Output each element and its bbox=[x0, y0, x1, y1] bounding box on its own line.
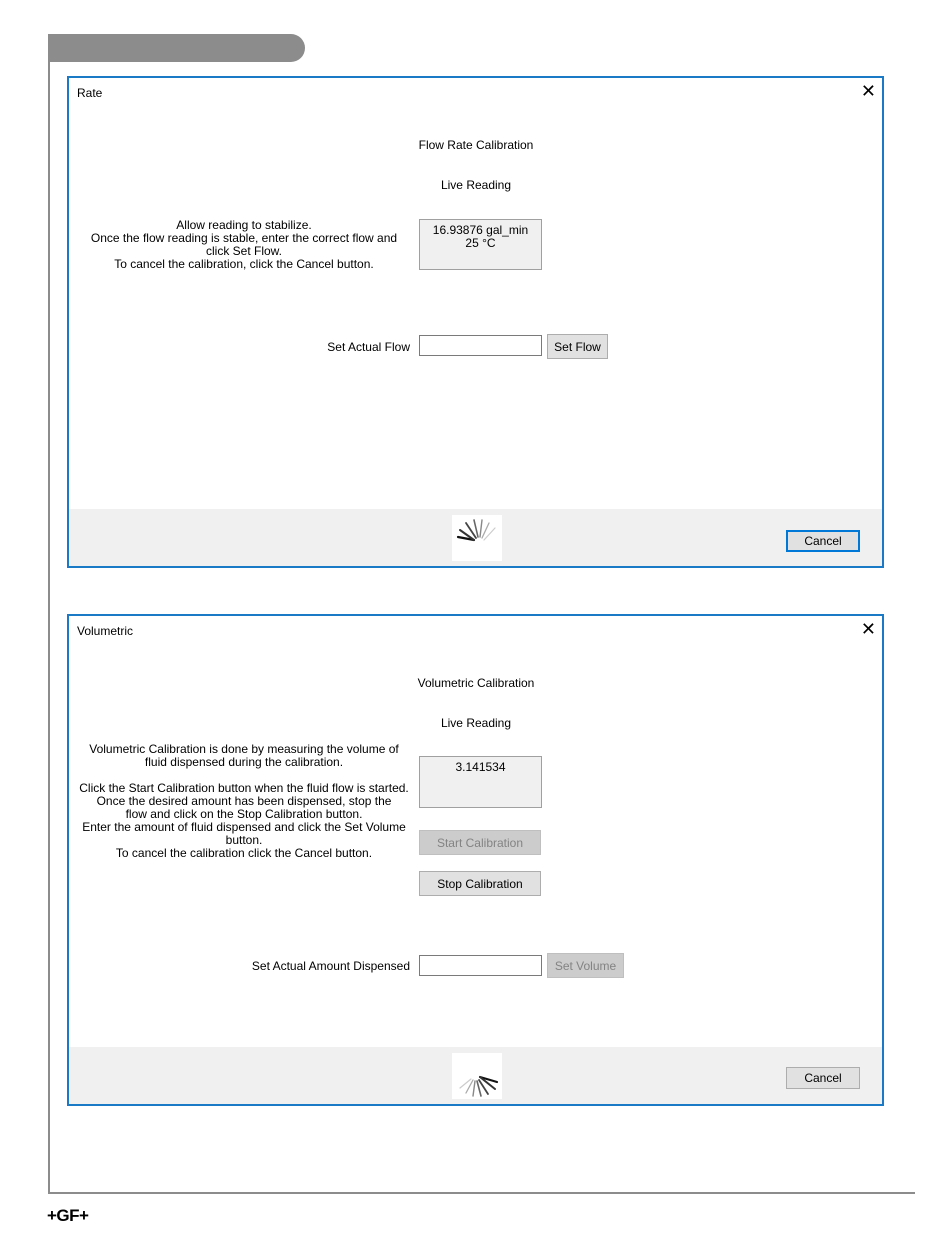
brand-logo: +GF+ bbox=[47, 1206, 89, 1225]
start-calibration-button[interactable]: Start Calibration bbox=[419, 830, 541, 855]
dialog-footer bbox=[69, 1047, 882, 1104]
instructions-text bbox=[79, 743, 409, 860]
set-actual-amount-label: Set Actual Amount Dispensed bbox=[251, 959, 410, 973]
cancel-button[interactable]: Cancel bbox=[786, 1067, 860, 1089]
dialog-footer bbox=[69, 509, 882, 566]
set-volume-button[interactable]: Set Volume bbox=[547, 953, 624, 978]
page-left-rule bbox=[48, 62, 50, 1194]
cancel-button[interactable]: Cancel bbox=[786, 530, 860, 552]
close-icon[interactable]: ✕ bbox=[860, 81, 876, 101]
stop-calibration-button[interactable]: Stop Calibration bbox=[419, 871, 541, 896]
dialog-title: Volumetric bbox=[77, 624, 134, 638]
instruction-line: Enter the amount of fluid dispensed and click the Set Volume button. bbox=[82, 820, 406, 847]
actual-amount-input[interactable] bbox=[419, 955, 542, 976]
calibration-heading: Volumetric Calibration bbox=[417, 676, 535, 690]
rate-dialog bbox=[67, 76, 884, 568]
live-reading-display bbox=[419, 756, 542, 808]
reading-value: 16.93876 gal_min bbox=[432, 223, 529, 237]
live-reading-display bbox=[419, 219, 542, 270]
set-actual-flow-label: Set Actual Flow bbox=[327, 340, 410, 354]
instruction-line: Once the flow reading is stable, enter the correct flow and click Set Flow. bbox=[90, 231, 398, 258]
page-header-tab bbox=[48, 34, 305, 62]
actual-flow-input[interactable] bbox=[419, 335, 542, 356]
instruction-line: Allow reading to stabilize. bbox=[176, 218, 312, 232]
set-flow-button[interactable]: Set Flow bbox=[547, 334, 608, 359]
loading-spinner-icon bbox=[452, 515, 502, 561]
instruction-line: Volumetric Calibration is done by measuring the volume of fluid dispensed during the calibration. bbox=[89, 742, 399, 769]
loading-spinner-icon bbox=[452, 1053, 502, 1099]
close-icon[interactable]: ✕ bbox=[860, 619, 876, 639]
instruction-line: Once the desired amount has been dispensed, stop the flow and click on the Stop Calibration button. bbox=[96, 794, 392, 821]
live-reading-label: Live Reading bbox=[440, 178, 512, 192]
dialog-title: Rate bbox=[77, 86, 103, 100]
instruction-line: To cancel the calibration click the Cancel button. bbox=[115, 846, 373, 860]
live-reading-label: Live Reading bbox=[440, 716, 512, 730]
instructions-text bbox=[79, 219, 409, 271]
volumetric-dialog bbox=[67, 614, 884, 1106]
reading-temperature: 25 °C bbox=[465, 236, 496, 250]
page-bottom-rule bbox=[48, 1192, 915, 1194]
instruction-line: To cancel the calibration, click the Cancel button. bbox=[114, 257, 374, 271]
instruction-line: Click the Start Calibration button when the fluid flow is started. bbox=[79, 781, 409, 795]
calibration-heading: Flow Rate Calibration bbox=[418, 138, 534, 152]
reading-value: 3.141534 bbox=[455, 760, 506, 774]
